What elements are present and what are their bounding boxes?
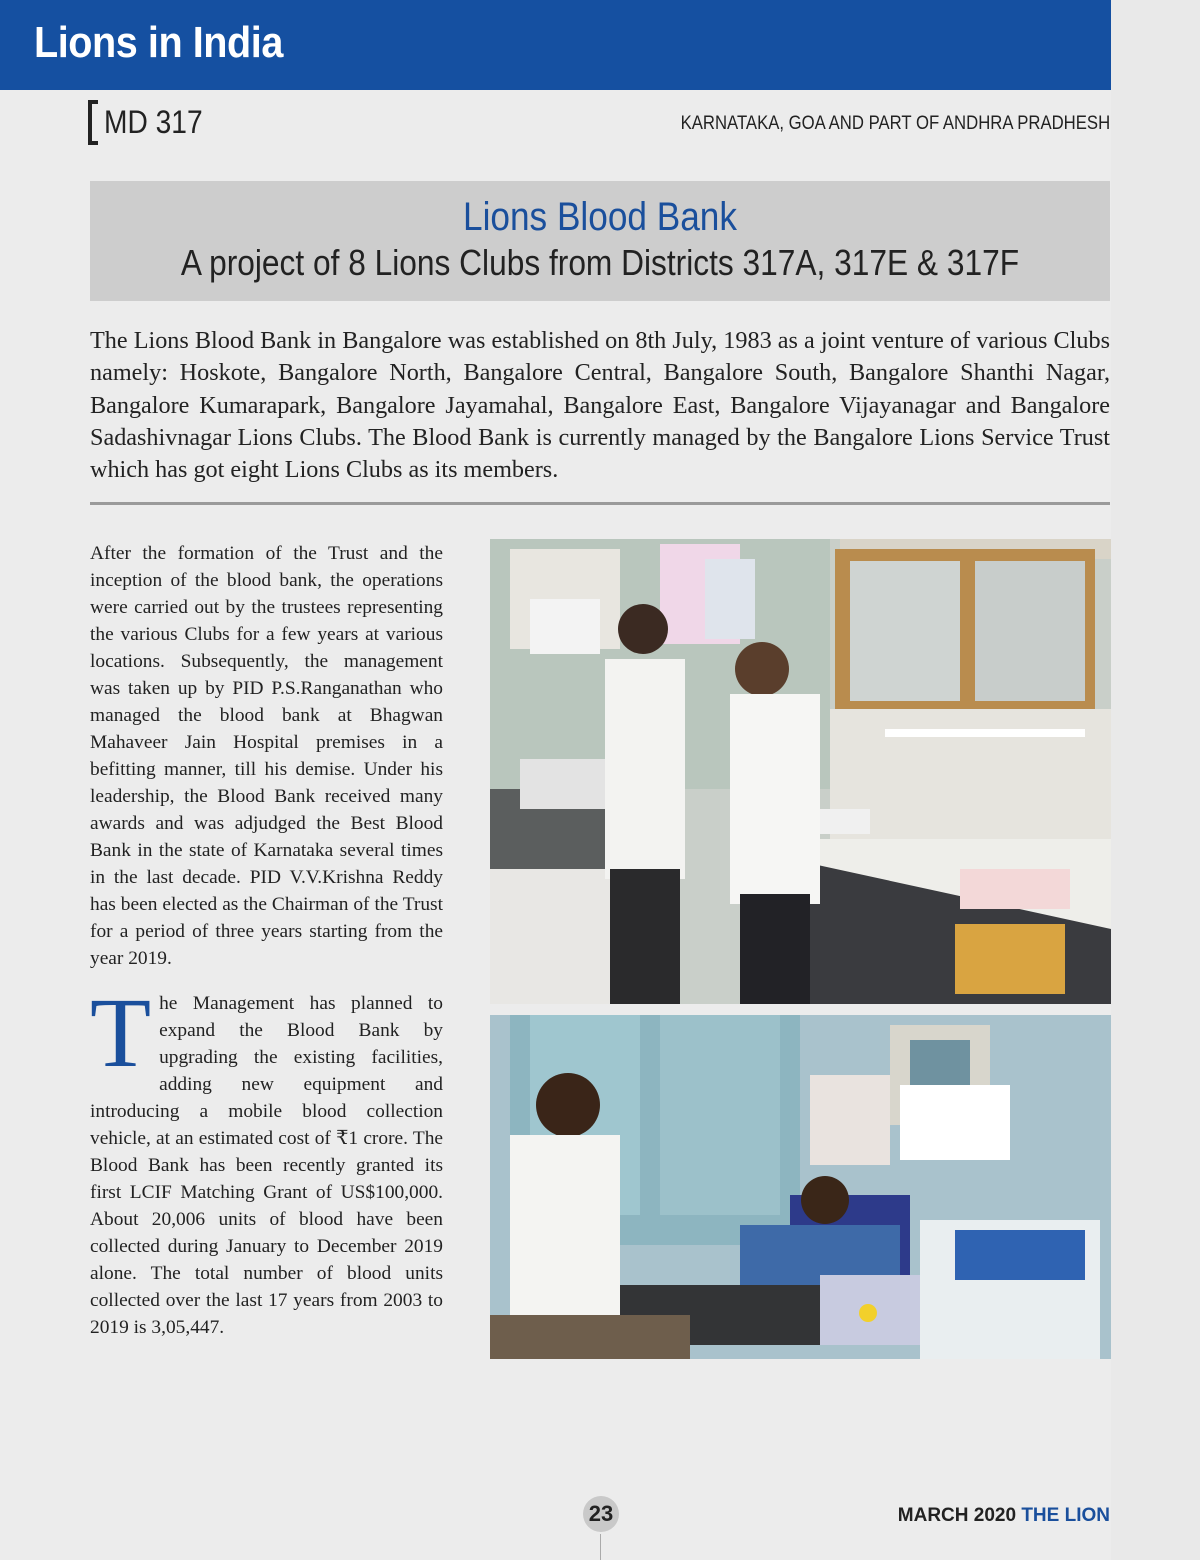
article-title: Lions Blood Bank: [463, 195, 737, 239]
body-paragraph-2: [90, 977, 443, 1341]
header-bar: [0, 0, 1111, 90]
title-box: [90, 181, 1110, 301]
footer: [898, 1505, 1110, 1527]
body-paragraph-2-text: he Management has planned to expand the Blood Bank by upgrading the existing facilities, adding new equipment and introducing a mobile blood collection vehicle, at an estimated cost of ₹1 crore. The Blood Bank has been recently granted its first LCIF Matching Grant of US$100,000. About 20,006 units of blood have been collected during January to December 2019 alone. The total number of blood units collected over the last 17 years from 2003 to 2019 is 3,05,447.: [90, 993, 443, 1338]
page-number-line: [600, 1534, 601, 1560]
body-column: [90, 540, 443, 1359]
issue-date: MARCH 2020: [897, 1505, 1017, 1526]
magazine-name: THE LION: [1021, 1505, 1110, 1526]
section-title: Lions in India: [34, 18, 283, 67]
bracket-decoration: [88, 100, 98, 145]
drop-cap: T: [90, 977, 152, 1088]
lab-photo: [490, 539, 1111, 1004]
body-paragraph-1: After the formation of the Trust and the inception of the blood bank, the operations were carried out by the trustees representing the various Clubs for a few years at various locations. Subsequently, the management was taken up by PID P.S.Ranganathan who managed the blood bank at Bhagwan Mahaveer Jain Hospital premises in a befitting manner, till his demise. Under his leadership, the Blood Bank received many awards and was adjudged the Best Blood Bank in the state of Karnataka several times in the last decade. PID V.V.Krishna Reddy has been elected as the Chairman of the Trust for a period of three years starting from the year 2019.: [90, 543, 443, 969]
section-divider: [90, 502, 1110, 505]
region-label: KARNATAKA, GOA AND PART OF ANDHRA PRADHESH: [680, 113, 1110, 134]
page-number: 23: [583, 1496, 619, 1532]
article-subtitle: A project of 8 Lions Clubs from Districts 317A, 317E & 317F: [180, 242, 1020, 283]
intro-paragraph: The Lions Blood Bank in Bangalore was established on 8th July, 1983 as a joint venture of various Clubs namely: Hoskote, Bangalore North, Bangalore Central, Bangalore South, Bangalore Shanthi Nagar, Bangalore Kumarapark, Bangalore Jayamahal, Bangalore East, Bangalore Vijayanagar and Bangalore Sadashivnagar Lions Clubs. The Blood Bank is currently managed by the Bangalore Lions Service Trust which has got eight Lions Clubs as its members.: [90, 327, 1110, 484]
district-label: MD 317: [104, 104, 203, 140]
donor-photo: [490, 1015, 1111, 1359]
